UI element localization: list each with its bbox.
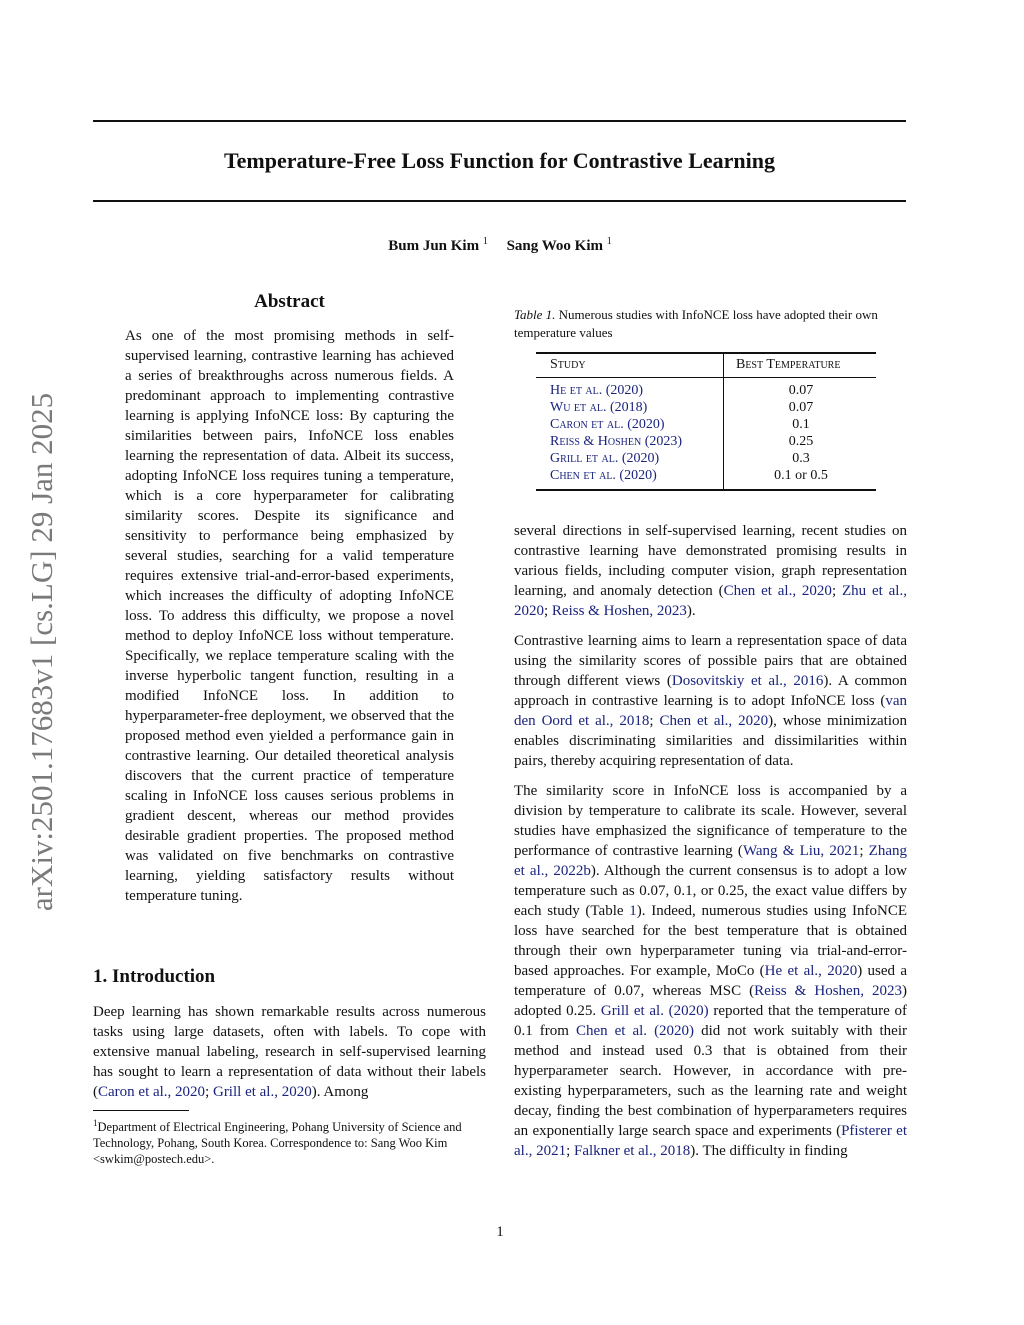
table-row	[536, 378, 876, 400]
author-name: Sang Woo Kim	[506, 238, 604, 254]
study-citation[interactable]: Grill et al. (2020)	[550, 451, 660, 466]
text-run: ), whose minimization enables discriminating similarities and dissimilarities within pairs, thereby acquiring representation of data.	[514, 713, 907, 769]
text-run: several directions in self-supervised learning, recent studies on contrastive learning have demonstrated promising results in various fields, including computer vision, graph representation learning, and anomaly detection (	[514, 523, 907, 599]
citation-link[interactable]: Wang & Liu, 2021	[742, 843, 860, 859]
column-header-temperature: Best Temperature	[723, 353, 876, 378]
citation-link[interactable]: Falkner et al., 2018	[574, 1143, 691, 1159]
citation-link[interactable]: Chen et al. (2020)	[575, 1023, 695, 1039]
table-header-row	[536, 353, 876, 378]
citation-link[interactable]: Reiss & Hoshen, 2023	[754, 983, 903, 999]
introduction-paragraph	[93, 1002, 486, 1102]
title-bottom-rule	[93, 200, 906, 202]
table-caption	[514, 306, 907, 342]
study-citation[interactable]: Wu et al. (2018)	[550, 400, 648, 415]
text-run: ;	[859, 843, 869, 859]
temperature-value: 0.3	[723, 450, 876, 467]
table-row	[536, 433, 876, 450]
text-run: Contrastive learning aims to learn a representation space of data using the similarity scores of possible pairs that are obtained through different views (	[514, 633, 907, 689]
page-number: 1	[496, 1224, 504, 1240]
citation-link[interactable]: Caron et al., 2020	[98, 1084, 206, 1100]
abstract-heading: Abstract	[254, 291, 325, 312]
citation-link[interactable]: Pfisterer et al., 2021	[514, 1123, 908, 1159]
text-run: Deep learning has shown remarkable results across numerous tasks using large datasets, often with labels. To cope with extensive manual labeling, research in self-supervised learning has sought to learn a representation of data without their labels (	[93, 1004, 486, 1100]
citation-link[interactable]: Grill et al. (2020)	[600, 1003, 709, 1019]
author-name: Bum Jun Kim	[388, 238, 480, 254]
text-run: ). Indeed, numerous studies using InfoNCE loss have searched for the best temperature that is obtained through their own hyperparameter tuning via trial-and-error-based approaches. For example, MoCo (	[514, 903, 907, 979]
text-run: ;	[831, 583, 842, 599]
text-run: did not work suitably with their method and instead used 0.3 that is obtained from their hyperparameter search. However, in accordance with pre-existing hyperparameters, such as the learning rate and weight decay, finding the best combination of hyperparameters requires an exponentially large search space and experiments (	[514, 1023, 907, 1139]
affiliation-mark: 1	[482, 236, 488, 247]
temperature-value: 0.07	[723, 399, 876, 416]
text-run: reported that the temperature of 0.1 from	[514, 1003, 907, 1039]
right-column-text	[514, 521, 907, 1171]
column-header-study: Study	[536, 353, 723, 378]
citation-link[interactable]: Chen et al., 2020	[659, 713, 769, 729]
citation-link[interactable]: Dosovitskiy et al., 2016	[671, 673, 824, 689]
footnote-text: Department of Electrical Engineering, Pohang University of Science and Technology, Pohang, South Korea. Correspondence to: Sang Woo Kim <swkim@postech.edu>.	[93, 1120, 462, 1167]
citation-link[interactable]: van den Oord et al., 2018	[514, 693, 907, 729]
temperature-table	[536, 352, 876, 491]
paper-title: Temperature-Free Loss Function for Contrastive Learning	[224, 148, 775, 173]
temperature-value: 0.25	[723, 433, 876, 450]
citation-link[interactable]: Zhang et al., 2022b	[514, 843, 907, 879]
citation-link[interactable]: Reiss & Hoshen, 2023	[551, 603, 687, 619]
text-run: ;	[544, 603, 552, 619]
citation-link[interactable]: Zhu et al., 2020	[514, 583, 907, 619]
study-citation[interactable]: He et al. (2020)	[550, 383, 644, 398]
text-run: ). Although the current consensus is to adopt a low temperature such as 0.07, 0.1, or 0.25, the exact value differs by each study (Table	[514, 863, 907, 919]
table-label: Table 1.	[514, 307, 556, 322]
footnote-rule	[93, 1110, 189, 1111]
footnote-mark: 1	[93, 1118, 98, 1128]
text-run: ). The difficulty in finding	[690, 1143, 848, 1159]
text-run: ). Among	[311, 1084, 369, 1100]
paragraph	[514, 631, 907, 771]
affiliation-mark: 1	[606, 236, 612, 247]
text-run: ) used a temperature of 0.07, whereas MSC (	[514, 963, 908, 999]
abstract-text: As one of the most promising methods in self-supervised learning, contrastive learning has achieved a series of breakthroughs across numerous fields. A predominant approach to implementing contrastive learning is applying InfoNCE loss: By capturing the similarities between pairs, InfoNCE loss enables learning the representation of data. Albeit its success, adopting InfoNCE loss requires tuning a temperature, which is a core hyperparameter for calibrating similarity scores. Despite its significance and sensitivity to performance being emphasized by several studies, searching for a valid temperature requires extensive trial-and-error-based experiments, which increases the difficulty of adopting InfoNCE loss. To address this difficulty, we propose a novel method to deploy InfoNCE loss without temperature. Specifically, we replace temperature scaling with the inverse hyperbolic tangent function, resulting in a modified InfoNCE loss. In addition to hyperparameter-free deployment, we observed that the proposed method even yielded a performance gain in contrastive learning. Our detailed theoretical analysis discovers that the current practice of temperature scaling in InfoNCE loss causes serious problems in gradient descent, whereas our method provides desirable gradient properties. The proposed method was validated on five benchmarks on contrastive learning, yielding satisfactory results without temperature tuning.	[125, 328, 454, 904]
table-reference-link[interactable]: 1	[629, 903, 637, 919]
text-run: ). A common approach in contrastive learning is to adopt InfoNCE loss (	[514, 673, 907, 709]
table-row	[536, 399, 876, 416]
citation-link[interactable]: Grill et al., 2020	[212, 1084, 312, 1100]
citation-link[interactable]: Chen et al., 2020	[723, 583, 832, 599]
footnote	[93, 1115, 486, 1167]
study-citation[interactable]: Caron et al. (2020)	[550, 417, 665, 432]
table-row	[536, 450, 876, 467]
study-citation[interactable]: Reiss & Hoshen (2023)	[550, 434, 683, 449]
top-rule	[93, 120, 906, 122]
paragraph	[514, 521, 907, 621]
paragraph	[514, 781, 907, 1161]
citation-link[interactable]: He et al., 2020	[764, 963, 858, 979]
text-run: ).	[686, 603, 696, 619]
text-run: ;	[205, 1084, 213, 1100]
table-row	[536, 416, 876, 433]
table-row	[536, 467, 876, 490]
text-run: ) adopted 0.25.	[514, 983, 908, 1019]
text-run: The similarity score in InfoNCE loss is accompanied by a division by temperature to calibrate its scale. However, several studies have emphasized the significance of temperature to the performance of contrastive learning (	[514, 783, 907, 859]
temperature-value: 0.1	[723, 416, 876, 433]
introduction-heading: 1. Introduction	[93, 966, 216, 987]
study-citation[interactable]: Chen et al. (2020)	[550, 468, 657, 483]
temperature-value: 0.07	[723, 378, 876, 400]
arxiv-stamp: arXiv:2501.17683v1 [cs.LG] 29 Jan 2025	[24, 392, 59, 912]
text-run: ;	[566, 1143, 574, 1159]
table-caption-text: Numerous studies with InfoNCE loss have adopted their own temperature values	[514, 307, 878, 340]
temperature-value: 0.1 or 0.5	[723, 467, 876, 490]
author-list	[0, 236, 1000, 255]
text-run: ;	[649, 713, 660, 729]
